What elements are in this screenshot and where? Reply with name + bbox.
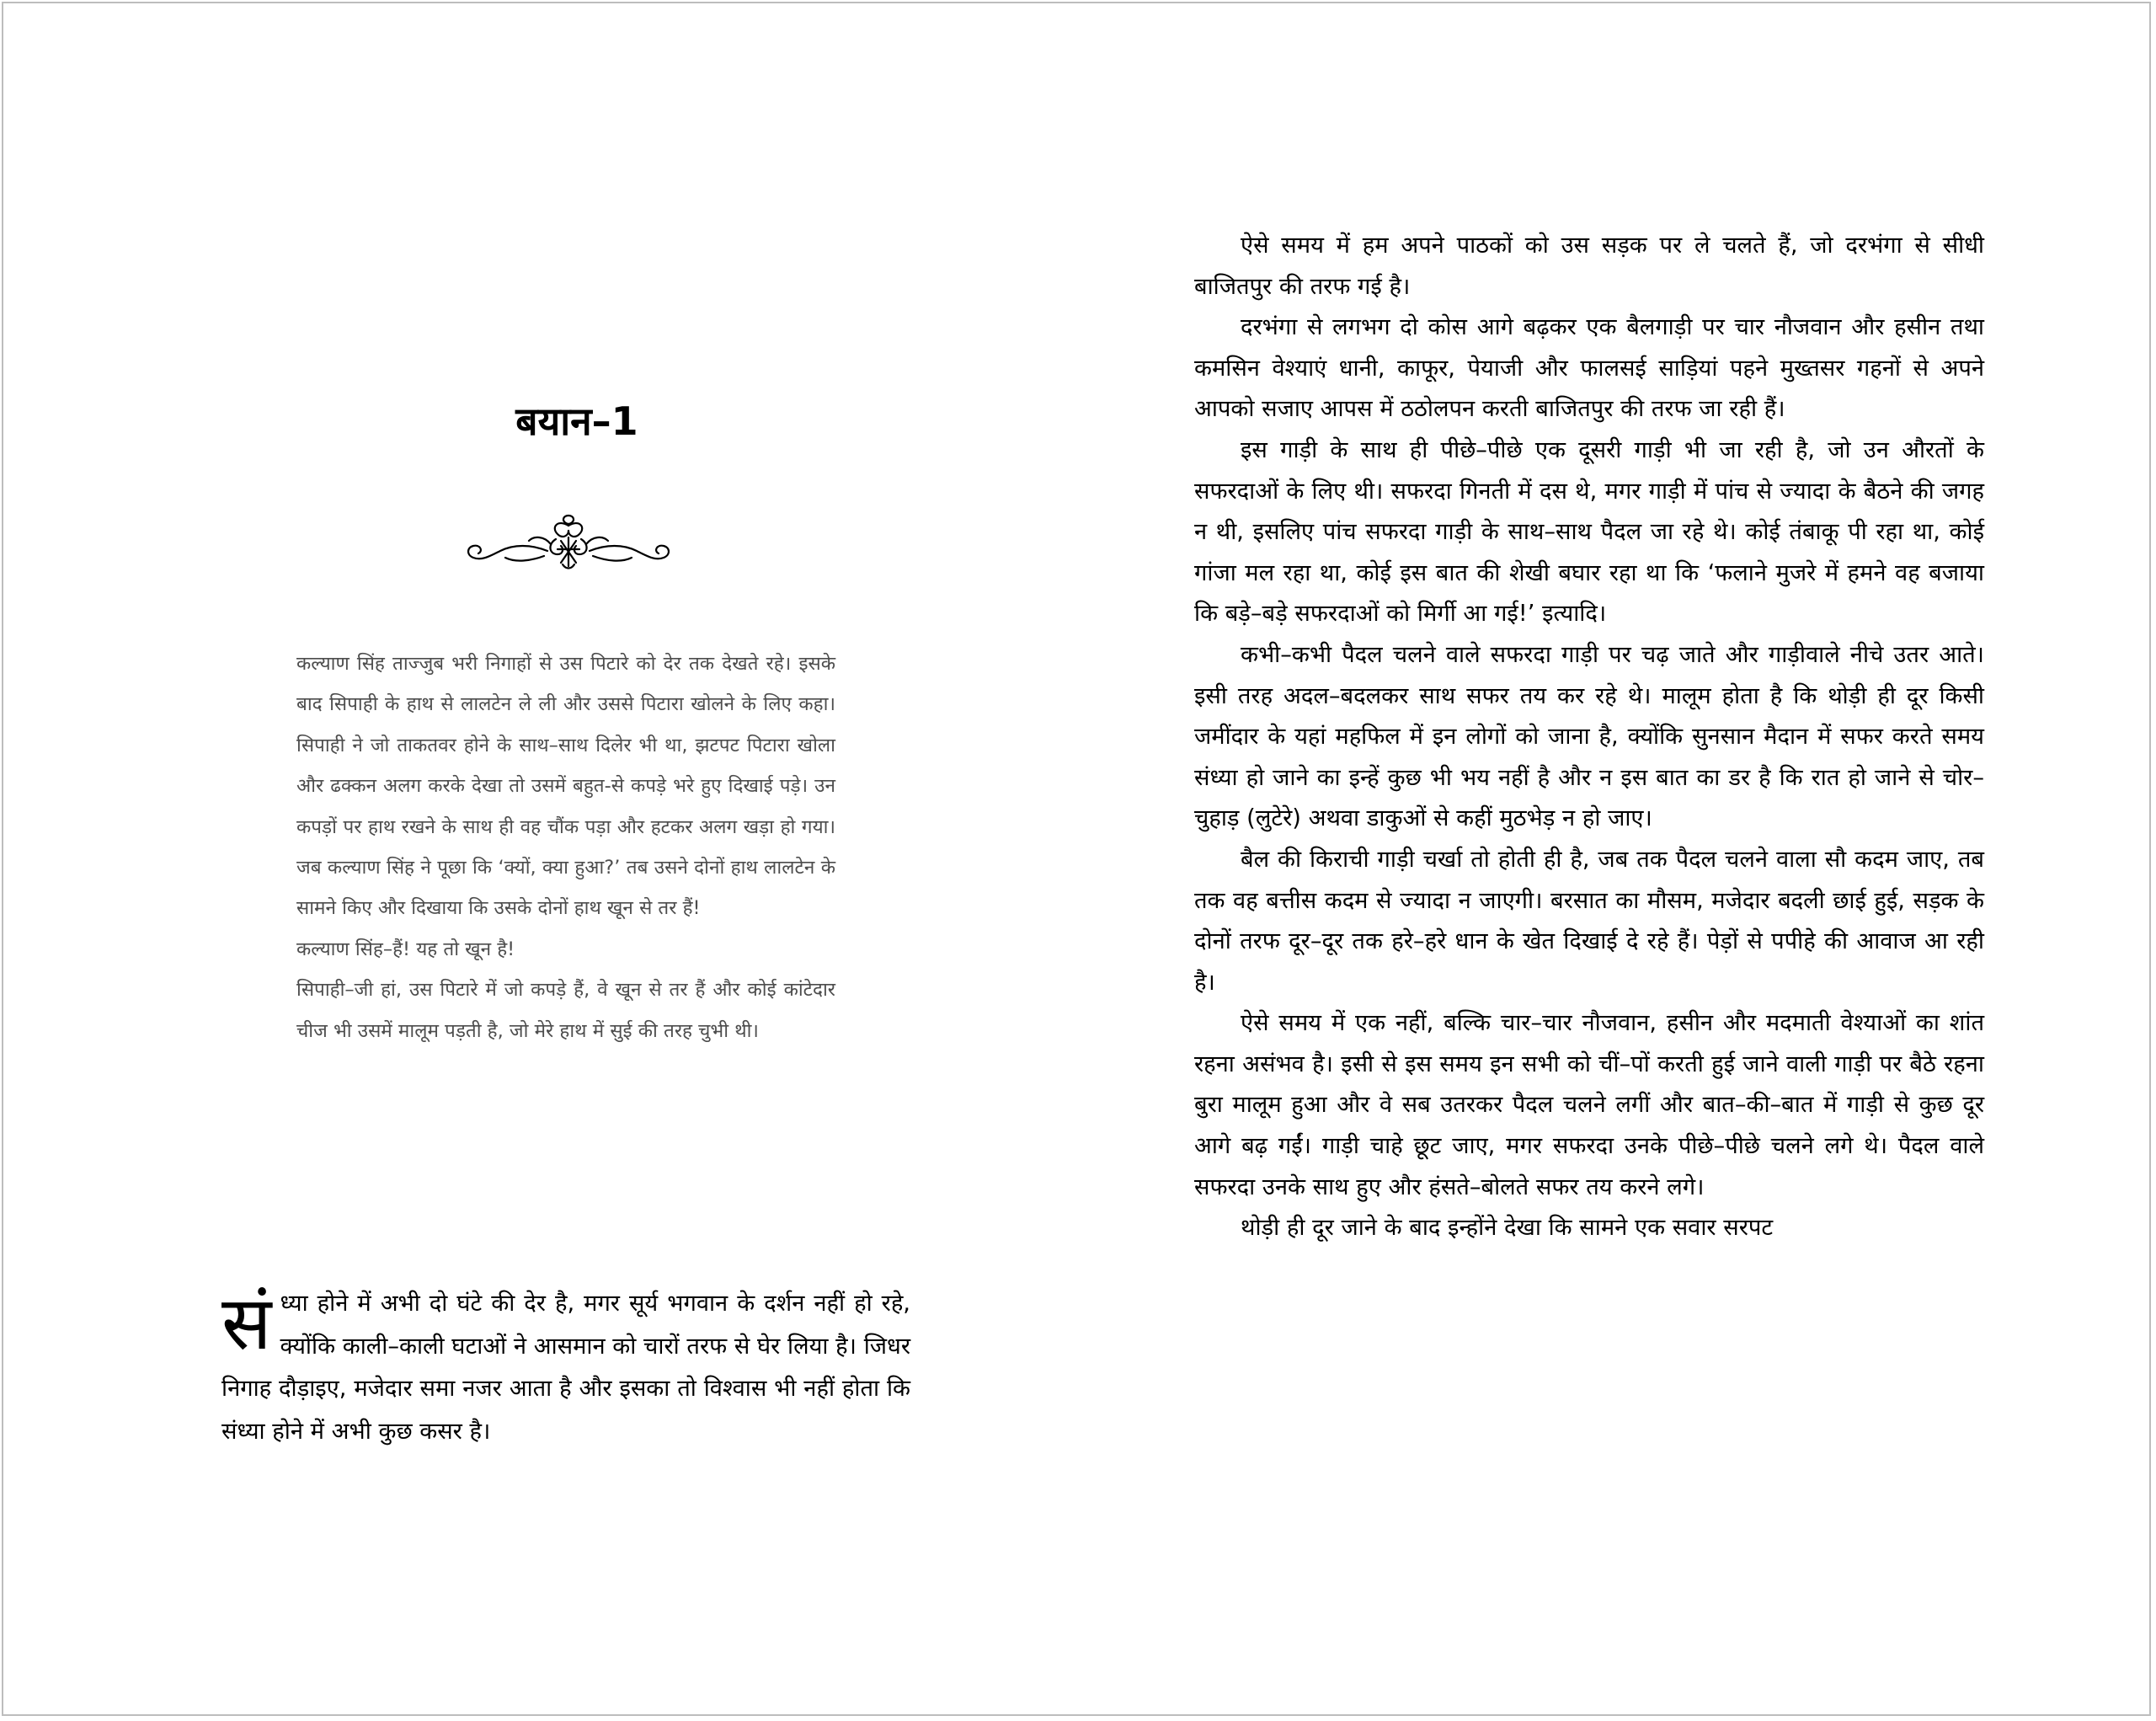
body-paragraph: इस गाड़ी के साथ ही पीछे–पीछे एक दूसरी गाड़ी भी जा रही है, जो उन औरतों के सफरदाओं के लिए थी। सफरदा गिनती में दस थे, मगर गाड़ी में पांच से ज्यादा के बैठने की जगह न थी, इसलिए पांच सफरदा गाड़ी के साथ–साथ पैदल जा रहे थे। कोई तंबाकू पी रहा था, कोई गांजा मल रहा था, कोई इस बात की शेखी बघार रहा था कि ‘फलाने मुजरे में हमने वह बजाया कि बड़े–बड़े सफरदाओं को मिर्गी आ गई!’ इत्यादि।	[1194, 436, 1984, 628]
excerpt-paragraph: कल्याण सिंह–हैं! यह तो खून है!	[296, 938, 515, 960]
opening-paragraph	[221, 1280, 910, 1453]
opening-text: ध्या होने में अभी दो घंटे की देर है, मगर सूर्य भगवान के दर्शन नहीं हो रहे, क्योंकि काली–काली घटाओं ने आसमान को चारों तरफ से घेर लिया है। जिधर निगाह दौड़ाइए, मजेदार समा नजर आता है और इसका तो विश्वास भी नहीं होता कि संध्या होने में अभी कुछ कसर है।	[221, 1291, 910, 1445]
chapter-excerpt	[296, 644, 835, 1051]
body-paragraph: कभी–कभी पैदल चलने वाले सफरदा गाड़ी पर चढ़ जाते और गाड़ीवाले नीचे उतर आते। इसी तरह अदल–बदलकर साथ सफर तय कर रहे थे। मालूम होता है कि थोड़ी ही दूर किसी जमींदार के यहां महफिल में इन लोगों को जाना है, क्योंकि सुनसान मैदान में सफर करते समय संध्या हो जाने का इन्हें कुछ भी भय नहीं है और न इस बात का डर है कि रात हो जाने से चोर–चुहाड़ (लुटेरे) अथवा डाकुओं से कहीं मुठभेड़ न हो जाए।	[1194, 641, 1984, 832]
body-paragraph: ऐसे समय में हम अपने पाठकों को उस सड़क पर ले चलते हैं, जो दरभंगा से सीधी बाजितपुर की तरफ गई है।	[1194, 232, 1984, 300]
right-page-text	[1194, 226, 1984, 1249]
drop-cap: सं	[221, 1280, 272, 1366]
body-paragraph: ऐसे समय में एक नहीं, बल्कि चार–चार नौजवान, हसीन और मदमाती वेश्याओं का शांत रहना असंभव है। इसी से इस समय इन सभी को चीं–पों करती हुई जाने वाली गाड़ी पर बैठे रहना बुरा मालूम हुआ और वे सब उतरकर पैदल चलने लगीं और बात–की–बात में गाड़ी से कुछ दूर आगे बढ़ गईं। गाड़ी चाहे छूट जाए, मगर सफरदा उनके पीछे–पीछे चलने लगे थे। पैदल वाले सफरदा उनके साथ हुए और हंसते–बोलते सफर तय करने लगे।	[1194, 1010, 1984, 1200]
body-paragraph: दरभंगा से लगभग दो कोस आगे बढ़कर एक बैलगाड़ी पर चार नौजवान और हसीन तथा कमसिन वेश्याएं धानी, काफूर, पेयाजी और फालसई साड़ियां पहने मुख्तसर गहनों से अपने आपको सजाए आपस में ठठोलपन करती बाजितपुर की तरफ जा रही हैं।	[1194, 314, 1984, 423]
ornament-flourish-icon	[463, 510, 674, 575]
chapter-title: बयान–1	[515, 398, 638, 444]
body-paragraph: बैल की किराची गाड़ी चर्खा तो होती ही है, जब तक पैदल चलने वाला सौ कदम जाए, तब तक वह बत्तीस कदम से ज्यादा न जाएगी। बरसात का मौसम, मजेदार बदली छाई हुई, सड़क के दोनों तरफ दूर–दूर तक हरे–हरे धान के खेत दिखाई दे रहे हैं। पेड़ों से पपीहे की आवाज आ रही है।	[1194, 846, 1984, 996]
excerpt-paragraph: सिपाही–जी हां, उस पिटारे में जो कपड़े हैं, वे खून से तर हैं और कोई कांटेदार चीज भी उसमें मालूम पड़ती है, जो मेरे हाथ में सुई की तरह चुभी थी।	[296, 979, 835, 1042]
excerpt-paragraph: कल्याण सिंह ताज्जुब भरी निगाहों से उस पिटारे को देर तक देखते रहे। इसके बाद सिपाही के हाथ से लालटेन ले ली और उससे पिटारा खोलने के लिए कहा। सिपाही ने जो ताकतवर होने के साथ–साथ दिलेर भी था, झटपट पिटारा खोला और ढक्कन अलग करके देखा तो उसमें बहुत-से कपड़े भरे हुए दिखाई पड़े। उन कपड़ों पर हाथ रखने के साथ ही वह चौंक पड़ा और हटकर अलग खड़ा हो गया। जब कल्याण सिंह ने पूछा कि ‘क्यों, क्या हुआ?’ तब उसने दोनों हाथ लालटेन के सामने किए और दिखाया कि उसके दोनों हाथ खून से तर हैं!	[296, 653, 835, 920]
body-paragraph: थोड़ी ही दूर जाने के बाद इन्होंने देखा कि सामने एक सवार सरपट	[1241, 1215, 1774, 1242]
